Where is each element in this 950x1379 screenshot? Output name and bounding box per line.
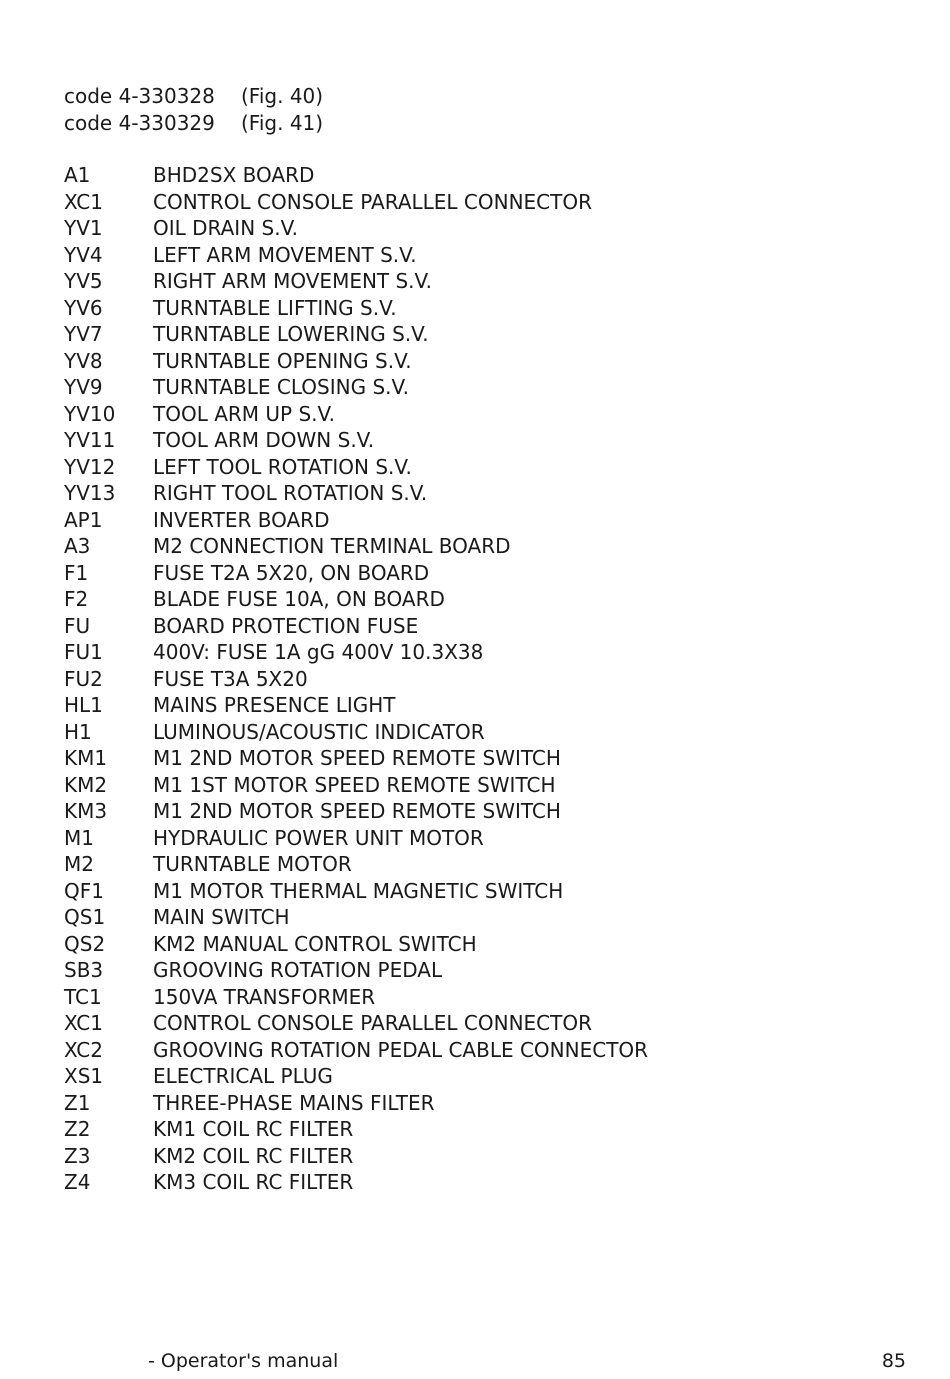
component-description: KM1 COIL RC FILTER: [153, 1117, 354, 1141]
component-code: A1: [64, 163, 91, 187]
component-description: GROOVING ROTATION PEDAL: [153, 958, 443, 982]
component-description: M1 2ND MOTOR SPEED REMOTE SWITCH: [153, 746, 561, 770]
legend-row: [64, 374, 648, 401]
legend-row: [64, 295, 648, 322]
code-reference-row: [64, 110, 323, 137]
component-code: Z2: [64, 1117, 91, 1141]
component-code: F1: [64, 560, 89, 585]
component-description: TURNTABLE CLOSING S.V.: [153, 375, 409, 399]
component-code: QS1: [64, 905, 106, 929]
legend-row: [64, 745, 648, 772]
component-code: YV5: [64, 269, 103, 293]
component-code: A3: [64, 534, 91, 558]
legend-row: [64, 162, 648, 189]
component-description: CONTROL CONSOLE PARALLEL CONNECTOR: [153, 189, 593, 214]
legend-row: [64, 1116, 648, 1143]
legend-row: [64, 454, 648, 481]
legend-row: [64, 1063, 648, 1090]
component-description: ELECTRICAL PLUG: [153, 1064, 333, 1088]
component-description: KM3 COIL RC FILTER: [153, 1170, 354, 1194]
legend-row: [64, 1143, 648, 1170]
component-code: XC2: [64, 1037, 103, 1062]
component-code: XC1: [64, 1011, 103, 1035]
component-description: OIL DRAIN S.V.: [153, 216, 299, 240]
component-code: XC1: [64, 189, 103, 214]
legend-row: [64, 1010, 648, 1037]
component-description: RIGHT ARM MOVEMENT S.V.: [153, 269, 433, 293]
legend-row: [64, 878, 648, 905]
legend-row: [64, 533, 648, 560]
legend-row: [64, 931, 648, 958]
code-reference-row: [64, 83, 323, 110]
legend-row: [64, 348, 648, 375]
component-description: THREE-PHASE MAINS FILTER: [153, 1090, 435, 1115]
component-description: M1 2ND MOTOR SPEED REMOTE SWITCH: [153, 799, 561, 823]
component-description: 150VA TRANSFORMER: [153, 984, 376, 1009]
component-description: LEFT ARM MOVEMENT S.V.: [153, 242, 417, 267]
component-code: FU1: [64, 640, 103, 664]
component-code: KM2: [64, 772, 108, 797]
legend-row: [64, 480, 648, 507]
code-number: code 4-330328: [64, 84, 215, 108]
legend-row: [64, 692, 648, 719]
figure-reference: (Fig. 40): [241, 84, 324, 108]
component-code: YV6: [64, 295, 103, 320]
legend-row: [64, 215, 648, 242]
legend-row: [64, 772, 648, 799]
legend-row: [64, 904, 648, 931]
legend-row: [64, 613, 648, 640]
component-code: Z1: [64, 1090, 91, 1115]
manual-label: - Operator's manual: [148, 1350, 339, 1372]
component-description: TURNTABLE LOWERING S.V.: [153, 322, 429, 346]
component-code: YV12: [64, 454, 116, 479]
component-code: TC1: [64, 984, 102, 1009]
component-description: 400V: FUSE 1A gG 400V 10.3X38: [153, 640, 484, 664]
legend-row: [64, 719, 648, 746]
component-description: GROOVING ROTATION PEDAL CABLE CONNECTOR: [153, 1037, 649, 1062]
component-code: YV1: [64, 216, 103, 240]
component-code: H1: [64, 719, 92, 744]
component-code: YV7: [64, 322, 103, 346]
component-code: YV13: [64, 481, 116, 505]
component-description: TURNTABLE OPENING S.V.: [153, 348, 412, 373]
legend-row: [64, 560, 648, 587]
component-description: BLADE FUSE 10A, ON BOARD: [153, 587, 445, 611]
code-number: code 4-330329: [64, 111, 215, 135]
component-code: F2: [64, 587, 89, 611]
component-code: KM3: [64, 799, 108, 823]
component-description: KM2 COIL RC FILTER: [153, 1143, 354, 1168]
legend-row: [64, 586, 648, 613]
component-code: QS2: [64, 931, 106, 956]
component-code: M2: [64, 852, 94, 876]
legend-row: [64, 401, 648, 428]
component-description: BOARD PROTECTION FUSE: [153, 613, 419, 638]
component-description: LUMINOUS/ACOUSTIC INDICATOR: [153, 719, 485, 744]
component-description: TOOL ARM DOWN S.V.: [153, 428, 375, 452]
legend-row: [64, 957, 648, 984]
component-code: YV11: [64, 428, 116, 452]
component-description: MAINS PRESENCE LIGHT: [153, 693, 396, 717]
legend-row: [64, 639, 648, 666]
component-description: M1 1ST MOTOR SPEED REMOTE SWITCH: [153, 772, 556, 797]
component-description: RIGHT TOOL ROTATION S.V.: [153, 481, 428, 505]
component-description: FUSE T2A 5X20, ON BOARD: [153, 560, 430, 585]
component-code: KM1: [64, 746, 108, 770]
legend-row: [64, 666, 648, 693]
code-reference-list: [64, 83, 323, 137]
component-code: AP1: [64, 507, 103, 532]
component-code: YV10: [64, 401, 116, 426]
component-code: Z3: [64, 1143, 91, 1168]
legend-row: [64, 798, 648, 825]
component-legend: [64, 162, 648, 1196]
component-code: YV8: [64, 348, 103, 373]
component-description: M2 CONNECTION TERMINAL BOARD: [153, 534, 511, 558]
component-code: Z4: [64, 1170, 91, 1194]
component-description: FUSE T3A 5X20: [153, 666, 308, 691]
legend-row: [64, 189, 648, 216]
component-description: LEFT TOOL ROTATION S.V.: [153, 454, 412, 479]
component-code: YV9: [64, 375, 103, 399]
component-description: MAIN SWITCH: [153, 905, 290, 929]
legend-row: [64, 984, 648, 1011]
component-code: SB3: [64, 958, 104, 982]
component-description: CONTROL CONSOLE PARALLEL CONNECTOR: [153, 1011, 593, 1035]
legend-row: [64, 427, 648, 454]
legend-row: [64, 851, 648, 878]
legend-row: [64, 507, 648, 534]
component-code: QF1: [64, 878, 104, 903]
legend-row: [64, 1037, 648, 1064]
legend-row: [64, 1090, 648, 1117]
legend-row: [64, 321, 648, 348]
legend-row: [64, 825, 648, 852]
component-code: YV4: [64, 242, 103, 267]
component-code: HL1: [64, 693, 103, 717]
component-description: TURNTABLE LIFTING S.V.: [153, 295, 397, 320]
component-description: INVERTER BOARD: [153, 507, 330, 532]
component-description: TOOL ARM UP S.V.: [153, 401, 335, 426]
legend-row: [64, 268, 648, 295]
component-code: XS1: [64, 1064, 104, 1088]
component-code: FU2: [64, 666, 103, 691]
figure-reference: (Fig. 41): [241, 111, 324, 135]
component-description: M1 MOTOR THERMAL MAGNETIC SWITCH: [153, 878, 564, 903]
legend-row: [64, 242, 648, 269]
component-code: M1: [64, 825, 94, 850]
component-code: FU: [64, 613, 91, 638]
component-description: HYDRAULIC POWER UNIT MOTOR: [153, 825, 484, 850]
legend-row: [64, 1169, 648, 1196]
component-description: KM2 MANUAL CONTROL SWITCH: [153, 931, 477, 956]
page-number: 85: [881, 1350, 906, 1372]
component-description: TURNTABLE MOTOR: [153, 852, 352, 876]
component-description: BHD2SX BOARD: [153, 163, 315, 187]
